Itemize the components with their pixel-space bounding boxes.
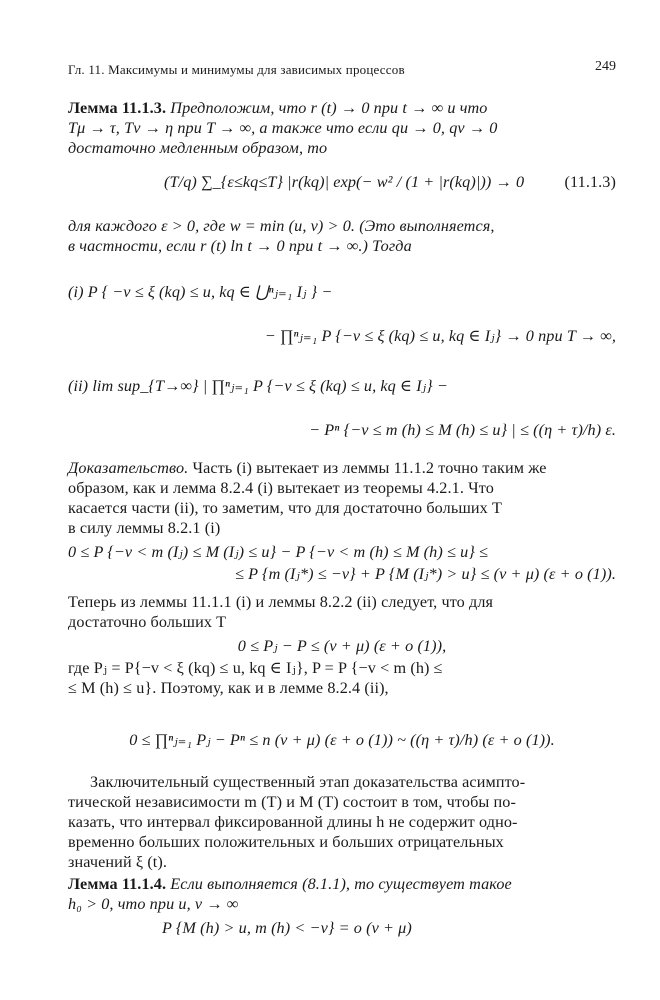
lemma-11-1-3-line5: в частности, если r (t) ln t → 0 при t → ∞.) Тогда <box>68 237 412 255</box>
lemma-11-1-4-label: Лемма 11.1.4. <box>68 875 167 893</box>
proof-para-line1: Заключительный существенный этап доказательства асимпто- <box>90 773 526 791</box>
formula-11-1-3-body: (T/q) ∑_{ε≤kq≤T} |r(kq)| exp(− w² / (1 + |r(kq)|)) → 0 <box>164 173 525 191</box>
proof-line1 <box>68 458 616 478</box>
proof-para-line5: значений ξ (t). <box>68 853 168 871</box>
proof-eq2: 0 ≤ Pⱼ − P ≤ (ν + μ) (ε + o (1)), <box>237 637 447 655</box>
running-title: Гл. 11. Максимумы и минимумы для зависимых процессов <box>68 62 405 77</box>
formula-11-1-3 <box>68 172 616 192</box>
lemma-11-1-3-line4: для каждого ε > 0, где w = min (u, v) > 0. (Это выполняется, <box>68 217 495 235</box>
proof-line4: в силу леммы 8.2.1 (i) <box>68 519 221 537</box>
proof-eq1a: 0 ≤ P {−v < m (Iⱼ) ≤ M (Iⱼ) ≤ u} − P {−v < m (h) ≤ M (h) ≤ u} ≤ <box>68 543 489 561</box>
item-ii-line2: − Pⁿ {−v ≤ m (h) ≤ M (h) ≤ u} | ≤ ((η + τ)/h) ε. <box>309 421 616 439</box>
proof-eq1b: ≤ P {m (Iⱼ*) ≤ −v} + P {M (Iⱼ*) > u} ≤ (ν + μ) (ε + o (1)). <box>235 565 616 583</box>
formula-11-1-3-tag: (11.1.3) <box>564 173 616 191</box>
proof-label: Доказательство. <box>68 459 189 477</box>
proof-line3: касается части (ii), то заметим, что для достаточно больших T <box>68 499 502 517</box>
proof-line7: где Pⱼ = P{−v < ξ (kq) ≤ u, kq ∈ Iⱼ}, P = P {−v < m (h) ≤ <box>68 659 443 677</box>
proof-line2: образом, как и лемма 8.2.4 (i) вытекает из теоремы 4.2.1. Что <box>68 479 494 497</box>
lemma-11-1-3-line2: Tμ → τ, Tν → η при T → ∞, а также что если qu → 0, qv → 0 <box>68 119 498 137</box>
proof-para-line3: казать, что интервал фиксированной длины h не содержит одно- <box>68 813 518 831</box>
proof-line8: ≤ M (h) ≤ u}. Поэтому, как и в лемме 8.2.4 (ii), <box>68 679 389 697</box>
lemma-11-1-4-line1 <box>68 874 616 894</box>
item-i-line2: − ∏ⁿⱼ₌₁ P {−v ≤ ξ (kq) ≤ u, kq ∈ Iⱼ} → 0 при T → ∞, <box>264 327 616 345</box>
proof-line5: Теперь из леммы 11.1.1 (i) и леммы 8.2.2 (ii) следует, что для <box>68 593 494 611</box>
lemma-11-1-3-line3: достаточно медленным образом, то <box>68 139 328 157</box>
lemma-11-1-4-formula: P {M (h) > u, m (h) < −v} = o (ν + μ) <box>162 919 412 937</box>
proof-text-1: Часть (i) вытекает из леммы 11.1.2 точно таким же <box>192 459 547 477</box>
lemma-11-1-3-line1 <box>68 98 616 118</box>
item-ii-line1: (ii) lim sup_{T→∞} | ∏ⁿⱼ₌₁ P {−v ≤ ξ (kq) ≤ u, kq ∈ Iⱼ} − <box>68 377 448 395</box>
lemma-11-1-4-line2: h₀ > 0, что при u, v → ∞ <box>68 895 239 913</box>
proof-line6: достаточно больших T <box>68 613 227 631</box>
page-number: 249 <box>595 59 616 74</box>
lemma-11-1-3-label: Лемма 11.1.3. <box>68 99 167 117</box>
proof-para-line4: временно больших положительных и больших отрицательных <box>68 833 504 851</box>
item-i-line1: (i) P { −v ≤ ξ (kq) ≤ u, kq ∈ ⋃ⁿⱼ₌₁ Iⱼ } − <box>68 283 333 301</box>
proof-eq3: 0 ≤ ∏ⁿⱼ₌₁ Pⱼ − Pⁿ ≤ n (ν + μ) (ε + o (1)) ~ ((η + τ)/h) (ε + o (1)). <box>129 731 555 749</box>
lemma-11-1-3-text-1: Предположим, что r (t) → 0 при t → ∞ и что <box>170 99 488 117</box>
proof-para-line2: тической независимости m (T) и M (T) состоит в том, чтобы по- <box>68 793 516 811</box>
lemma-11-1-4-text-1: Если выполняется (8.1.1), то существует такое <box>170 875 512 893</box>
